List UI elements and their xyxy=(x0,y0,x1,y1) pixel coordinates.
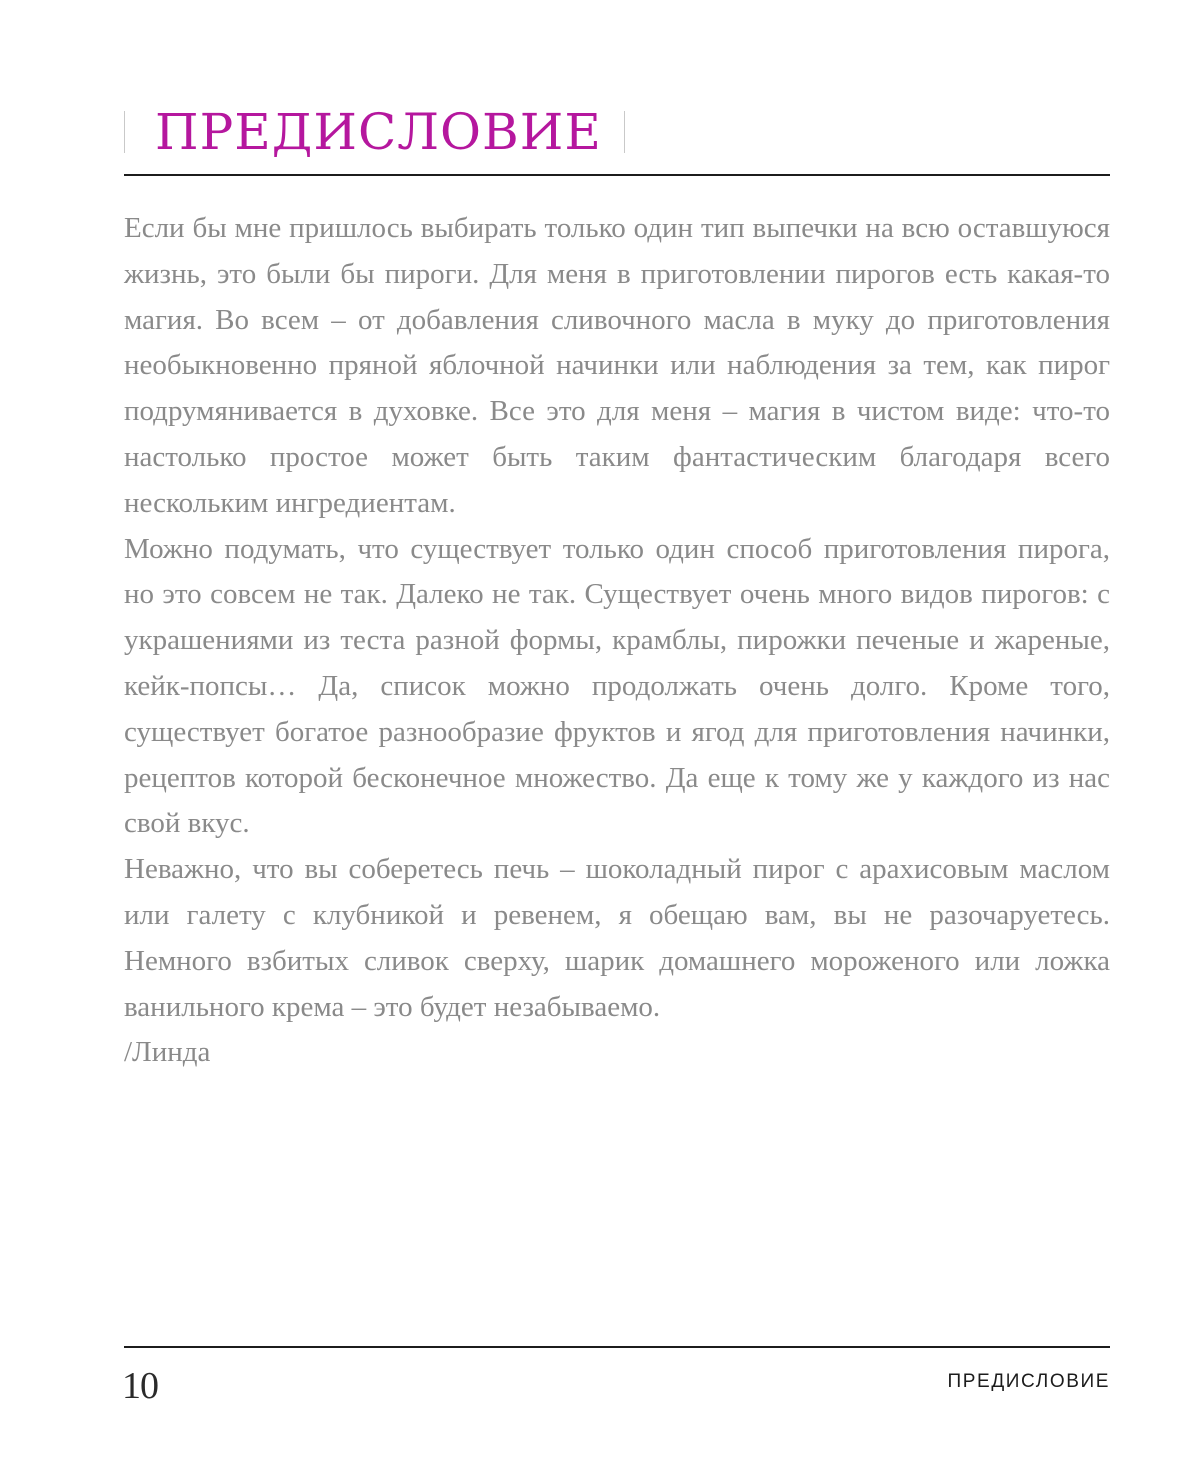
running-head: ПРЕДИСЛОВИЕ xyxy=(947,1371,1110,1392)
bottom-rule-divider xyxy=(124,1346,1110,1348)
heading-right-bar xyxy=(624,111,625,153)
preface-body xyxy=(124,206,1110,1076)
page-number: 10 xyxy=(122,1365,158,1407)
paragraph-1: Если бы мне пришлось выбирать только один тип выпечки на всю оставшуюся жизнь, это были бы пироги. Для меня в приготовлении пирогов есть какая-то магия. Во всем – от добавления сливочного масла в муку до приготовления необыкновенно пряной яблочной начинки или наблюдения за тем, как пирог подрумянивается в духовке. Все это для меня – магия в чистом виде: что-то настолько простое может быть таким фантастическим благодаря всего нескольким ингредиентам. xyxy=(124,212,1110,519)
author-signature: /Линда xyxy=(124,1036,211,1069)
paragraph-3: Неважно, что вы соберетесь печь – шоколадный пирог с арахисовым маслом или галету с клубникой и ревенем, я обещаю вам, вы не разочаруетесь. Немного взбитых сливок сверху, шарик домашнего мороженого или ложка ванильного крема – это будет незабываемо. xyxy=(124,853,1110,1023)
paragraph-2: Можно подумать, что существует только один способ приготовления пирога, но это совсем не так. Далеко не так. Существует очень много видов пирогов: с украшениями из теста разной формы, крамблы, пирожки печеные и жареные, кейк-попсы… Да, список можно продолжать очень долго. Кроме того, существует богатое разнообразие фруктов и ягод для приготовления начинки, рецептов которой бесконечное множество. Да еще к тому же у каждого из нас свой вкус. xyxy=(124,532,1110,840)
chapter-heading xyxy=(124,100,1110,164)
chapter-title: ПРЕДИСЛОВИЕ xyxy=(155,103,602,161)
top-rule-divider xyxy=(124,174,1110,176)
